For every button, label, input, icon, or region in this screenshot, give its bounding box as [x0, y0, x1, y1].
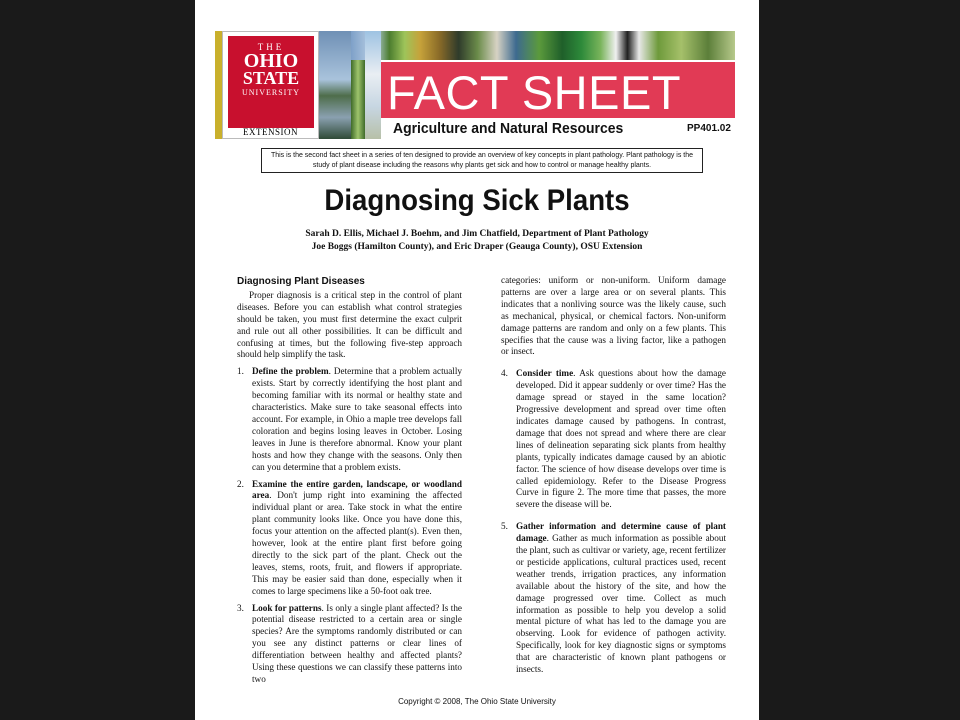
- step-lead: Look for patterns: [252, 602, 322, 613]
- left-column: [237, 276, 462, 686]
- step-number: 3.: [237, 602, 244, 613]
- series-intro-box: This is the second fact sheet in a series of ten designed to provide an overview of key concepts in plant pathology. Plant pathology is the study of plant disease including the reasons why plants get sick and how to control or manage healthy plants.: [261, 148, 703, 173]
- right-column: [501, 275, 726, 676]
- header-photo-yellow-bar: [215, 31, 222, 139]
- header-photo-field: [365, 31, 381, 139]
- header-photo-lake: [319, 31, 351, 139]
- banner-subtitle: Agriculture and Natural Resources: [393, 120, 624, 137]
- step-lead: Examine the entire garden, landscape, or woodland area: [252, 478, 462, 501]
- fact-sheet-banner: [381, 62, 735, 118]
- step-item-5: [501, 521, 726, 676]
- step-lead: Consider time: [516, 368, 574, 379]
- header-photo-strip: [351, 31, 735, 60]
- step-text: . Don't jump right into examining the affected individual plant or area. Take stock in what the entire plant community looks like. Once you have done this, focus your attention on the affected plant(s). Even then, however, look at the entire plant first before going directly to the sick part of the plant. Check out the leaves, stems, roots, fruit, and flowers if appropriate. This may be easier said than done, especially when it comes to large specimens like a 50-foot oak tree.: [252, 490, 462, 596]
- logo-university: UNIVERSITY: [242, 88, 300, 97]
- step-lead: Gather information and determine cause of plant damage: [516, 521, 726, 544]
- logo-the: THE: [257, 42, 285, 52]
- fact-sheet-page: [195, 0, 759, 720]
- osu-logo: [222, 31, 319, 139]
- authors: [195, 228, 759, 254]
- authors-line-1: Sarah D. Ellis, Michael J. Boehm, and Jim Chatfield, Department of Plant Pathology: [305, 229, 649, 239]
- document-title: Diagnosing Sick Plants: [324, 184, 630, 217]
- osu-logo-mark: [228, 36, 314, 128]
- step-item-4: [501, 368, 726, 511]
- logo-extension: EXTENSION: [243, 127, 298, 137]
- step-text: . Ask questions about how the damage developed. Did it appear suddenly or over time? Has the damage spread or stayed in the same location? Progressive development and spread over time often indicates damage caused by pathogens. In contrast, damage that does not spread and where there are clear lines of delineation separating sick plants from healthy plants, typically indicates damage caused by an abiotic factor. The science of how disease develops over time is called epidemiology. Refer to the Disease Progress Curve in figure 2. The more time that passes, the more severe the disease will be.: [516, 368, 726, 510]
- step-item-1: [237, 366, 462, 473]
- intro-paragraph: Proper diagnosis is a critical step in the control of plant diseases. Before you can establish what control strategies should be taken, you must first determine the exact culprit and rule out all other possibilities. It can be difficult and confusing at times, but the following five-step approach should help simplify the task.: [237, 289, 462, 360]
- logo-ohio: OHIO: [243, 50, 299, 72]
- step-number: 1.: [237, 366, 244, 377]
- step-text: . Gather as much information as possible about the plant, such as cultivar or variety, age, recent fertilizer or pesticide applications, cultural practices used, recent weather trends, irrigation practices, any information available about the history of the site, and how the damage progressed over time. Collect as much information as possible to help you develop a solid mental picture of what has led to the damage you are observing. Look for evidence of pathogen activity. Specifically, look for key diagnostic signs or symptoms that are characteristic of known plant pathogens or insects.: [516, 533, 726, 675]
- step-lead: Define the problem: [252, 366, 329, 377]
- continuation-paragraph: categories: uniform or non-uniform. Uniform damage patterns are over a large area or on several plants. This indicates that a nonliving source was the likely cause, such as mechanical, physical, or chemical factors. Non-uniform damage patterns are random and only on a few plants. This specifies that the cause was a living factor, like a pathogen or insect.: [501, 275, 726, 357]
- copyright-footer: Copyright © 2008, The Ohio State University: [398, 697, 556, 706]
- step-number: 2.: [237, 478, 244, 489]
- step-text: . Determine that a problem actually exists. Start by correctly identifying the host plant and becoming familiar with its normal or healthy state and characteristics. Make sure to take seasonal effects into account. For example, in Ohio a maple tree develops fall coloration and begins losing leaves in October. Losing leaves in June is therefore abnormal. Know your plant hosts and how they change with the seasons. Only then can you determine that a problem exists.: [252, 366, 462, 472]
- step-text: . Is only a single plant affected? Is the potential disease restricted to a certain area or single species? Are the symptoms randomly distributed or can you see any distinct patterns or clear lines of differentiation between healthy and affected plants? Using these questions we can classify these patterns into two: [252, 602, 463, 684]
- authors-line-2: Joe Boggs (Hamilton County), and Eric Draper (Geauga County), OSU Extension: [311, 242, 643, 252]
- banner-title: FACT SHEET: [387, 66, 682, 119]
- publication-code: PP401.02: [687, 123, 731, 134]
- step-number: 4.: [501, 368, 508, 379]
- step-number: 5.: [501, 521, 508, 532]
- section-heading: Diagnosing Plant Diseases: [237, 276, 365, 287]
- step-item-2: [237, 479, 462, 598]
- step-item-3: [237, 603, 462, 686]
- logo-state: STATE: [242, 68, 300, 88]
